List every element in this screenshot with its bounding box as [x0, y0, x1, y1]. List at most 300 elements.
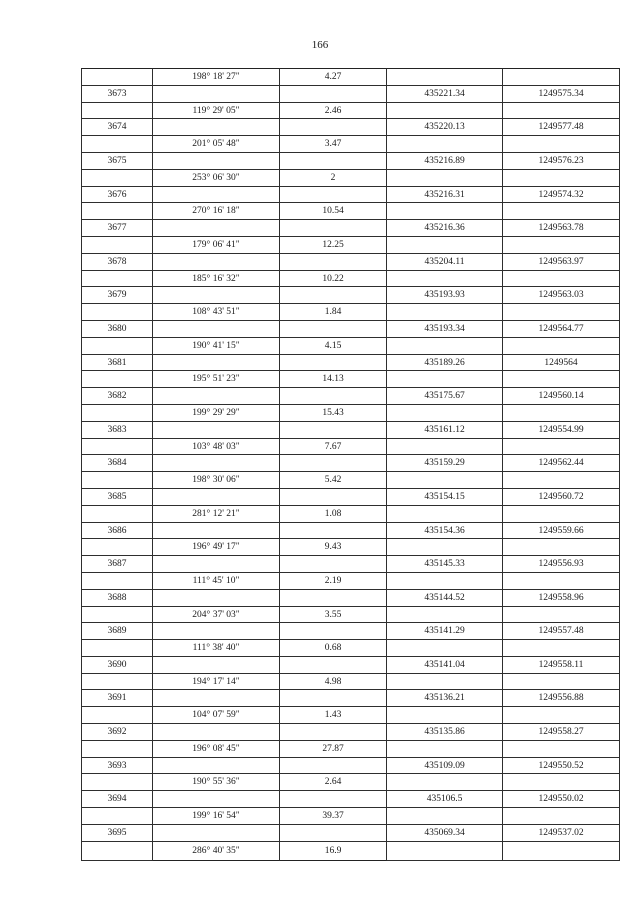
bearing-cell-empty	[153, 689, 280, 706]
bearing-cell: 253° 06' 30"	[153, 169, 280, 186]
bearing-cell: 108° 43' 51"	[153, 303, 280, 320]
distance-cell-empty	[280, 589, 387, 606]
point-cell-empty	[81, 370, 153, 387]
bearing-cell-empty	[153, 354, 280, 371]
bearing-cell: 201° 05' 48"	[153, 135, 280, 152]
point-row	[81, 723, 620, 740]
coordinates-table	[81, 68, 620, 861]
x-coordinate-cell: 435069.34	[387, 824, 503, 841]
point-cell-empty	[81, 706, 153, 723]
distance-cell: 3.55	[280, 606, 387, 623]
distance-cell-empty	[280, 689, 387, 706]
point-row	[81, 656, 620, 673]
point-cell-empty	[81, 169, 153, 186]
distance-cell: 1.08	[280, 505, 387, 522]
x-coordinate-cell: 435159.29	[387, 454, 503, 471]
bearing-cell: 286° 40' 35"	[153, 841, 280, 861]
point-number-cell: 3680	[81, 320, 153, 337]
distance-cell-empty	[280, 421, 387, 438]
segment-row	[81, 740, 620, 757]
y-cell-empty	[503, 102, 620, 119]
y-coordinate-cell: 1249550.02	[503, 790, 620, 807]
y-cell-empty	[503, 572, 620, 589]
bearing-cell-empty	[153, 85, 280, 102]
point-number-cell: 3691	[81, 689, 153, 706]
x-cell-empty	[387, 169, 503, 186]
point-number-cell: 3678	[81, 253, 153, 270]
x-cell-empty	[387, 673, 503, 690]
x-coordinate-cell: 435193.93	[387, 286, 503, 303]
distance-cell-empty	[280, 622, 387, 639]
y-cell-empty	[503, 538, 620, 555]
x-cell-empty	[387, 68, 503, 85]
x-cell-empty	[387, 135, 503, 152]
x-coordinate-cell: 435145.33	[387, 555, 503, 572]
bearing-cell: 199° 16' 54"	[153, 807, 280, 824]
point-number-cell: 3694	[81, 790, 153, 807]
x-cell-empty	[387, 606, 503, 623]
bearing-cell-empty	[153, 656, 280, 673]
segment-row	[81, 841, 620, 861]
page-number: 166	[311, 39, 329, 51]
bearing-cell: 204° 37' 03"	[153, 606, 280, 623]
bearing-cell-empty	[153, 723, 280, 740]
point-number-cell: 3695	[81, 824, 153, 841]
point-row	[81, 286, 620, 303]
x-coordinate-cell: 435189.26	[387, 354, 503, 371]
point-row	[81, 320, 620, 337]
point-row	[81, 454, 620, 471]
distance-cell: 4.15	[280, 337, 387, 354]
point-number-cell: 3681	[81, 354, 153, 371]
x-coordinate-cell: 435216.31	[387, 186, 503, 203]
point-row	[81, 85, 620, 102]
x-cell-empty	[387, 102, 503, 119]
distance-cell: 14.13	[280, 370, 387, 387]
y-coordinate-cell: 1249563.03	[503, 286, 620, 303]
y-cell-empty	[503, 706, 620, 723]
point-number-cell: 3675	[81, 152, 153, 169]
y-coordinate-cell: 1249564.77	[503, 320, 620, 337]
point-number-cell: 3679	[81, 286, 153, 303]
distance-cell: 2.19	[280, 572, 387, 589]
y-cell-empty	[503, 68, 620, 85]
y-cell-empty	[503, 169, 620, 186]
distance-cell-empty	[280, 118, 387, 135]
y-coordinate-cell: 1249563.97	[503, 253, 620, 270]
distance-cell: 3.47	[280, 135, 387, 152]
x-cell-empty	[387, 572, 503, 589]
distance-cell-empty	[280, 387, 387, 404]
x-cell-empty	[387, 773, 503, 790]
distance-cell-empty	[280, 152, 387, 169]
point-cell-empty	[81, 438, 153, 455]
point-cell-empty	[81, 404, 153, 421]
distance-cell: 4.27	[280, 68, 387, 85]
point-number-cell: 3686	[81, 522, 153, 539]
distance-cell-empty	[280, 320, 387, 337]
point-cell-empty	[81, 538, 153, 555]
distance-cell-empty	[280, 85, 387, 102]
bearing-cell: 111° 38' 40"	[153, 639, 280, 656]
y-cell-empty	[503, 270, 620, 287]
distance-cell: 5.42	[280, 471, 387, 488]
bearing-cell: 190° 55' 36"	[153, 773, 280, 790]
point-cell-empty	[81, 303, 153, 320]
segment-row	[81, 135, 620, 152]
y-coordinate-cell: 1249575.34	[503, 85, 620, 102]
x-coordinate-cell: 435144.52	[387, 589, 503, 606]
x-coordinate-cell: 435106.5	[387, 790, 503, 807]
point-cell-empty	[81, 807, 153, 824]
point-row	[81, 488, 620, 505]
x-cell-empty	[387, 706, 503, 723]
point-row	[81, 689, 620, 706]
y-cell-empty	[503, 404, 620, 421]
table-row-pair	[81, 639, 620, 673]
table-row-pair	[81, 135, 620, 169]
segment-row	[81, 102, 620, 119]
table-row-pair	[81, 538, 620, 572]
distance-cell: 10.22	[280, 270, 387, 287]
distance-cell: 12.25	[280, 236, 387, 253]
point-cell-empty	[81, 572, 153, 589]
segment-row	[81, 404, 620, 421]
table-row-pair	[81, 202, 620, 236]
x-cell-empty	[387, 740, 503, 757]
x-coordinate-cell: 435193.34	[387, 320, 503, 337]
point-number-cell: 3676	[81, 186, 153, 203]
x-coordinate-cell: 435141.04	[387, 656, 503, 673]
bearing-cell: 185° 16' 32"	[153, 270, 280, 287]
distance-cell: 39.37	[280, 807, 387, 824]
y-coordinate-cell: 1249557.48	[503, 622, 620, 639]
point-row	[81, 387, 620, 404]
segment-row	[81, 303, 620, 320]
y-coordinate-cell: 1249560.72	[503, 488, 620, 505]
segment-row	[81, 337, 620, 354]
point-cell-empty	[81, 740, 153, 757]
y-cell-empty	[503, 740, 620, 757]
point-row	[81, 622, 620, 639]
point-row	[81, 790, 620, 807]
point-cell-empty	[81, 471, 153, 488]
x-cell-empty	[387, 303, 503, 320]
point-number-cell: 3693	[81, 757, 153, 774]
segment-row	[81, 572, 620, 589]
distance-cell: 1.84	[280, 303, 387, 320]
y-coordinate-cell: 1249563.78	[503, 219, 620, 236]
y-coordinate-cell: 1249562.44	[503, 454, 620, 471]
bearing-cell: 281° 12' 21"	[153, 505, 280, 522]
point-number-cell: 3684	[81, 454, 153, 471]
x-cell-empty	[387, 471, 503, 488]
point-cell-empty	[81, 337, 153, 354]
bearing-cell-empty	[153, 219, 280, 236]
distance-cell-empty	[280, 723, 387, 740]
segment-row	[81, 706, 620, 723]
y-coordinate-cell: 1249558.11	[503, 656, 620, 673]
distance-cell-empty	[280, 757, 387, 774]
distance-cell: 10.54	[280, 202, 387, 219]
y-coordinate-cell: 1249537.02	[503, 824, 620, 841]
y-coordinate-cell: 1249576.23	[503, 152, 620, 169]
bearing-cell-empty	[153, 286, 280, 303]
bearing-cell-empty	[153, 118, 280, 135]
bearing-cell-empty	[153, 522, 280, 539]
distance-cell: 16.9	[280, 841, 387, 861]
bearing-cell-empty	[153, 488, 280, 505]
y-coordinate-cell: 1249556.88	[503, 689, 620, 706]
bearing-cell: 198° 30' 06"	[153, 471, 280, 488]
x-coordinate-cell: 435154.15	[387, 488, 503, 505]
distance-cell-empty	[280, 555, 387, 572]
y-cell-empty	[503, 303, 620, 320]
point-number-cell: 3689	[81, 622, 153, 639]
distance-cell-empty	[280, 824, 387, 841]
x-cell-empty	[387, 270, 503, 287]
x-cell-empty	[387, 337, 503, 354]
table-row-pair	[81, 673, 620, 707]
x-coordinate-cell: 435136.21	[387, 689, 503, 706]
y-cell-empty	[503, 606, 620, 623]
y-coordinate-cell: 1249558.96	[503, 589, 620, 606]
point-number-cell: 3687	[81, 555, 153, 572]
point-number-cell: 3685	[81, 488, 153, 505]
point-cell-empty	[81, 135, 153, 152]
point-row	[81, 354, 620, 371]
point-number-cell: 3673	[81, 85, 153, 102]
y-cell-empty	[503, 337, 620, 354]
x-cell-empty	[387, 538, 503, 555]
distance-cell-empty	[280, 522, 387, 539]
table-row-pair	[81, 236, 620, 270]
point-row	[81, 118, 620, 135]
table-row-pair	[81, 740, 620, 774]
segment-row	[81, 606, 620, 623]
point-row	[81, 219, 620, 236]
point-number-cell: 3690	[81, 656, 153, 673]
y-coordinate-cell: 1249550.52	[503, 757, 620, 774]
point-cell-empty	[81, 639, 153, 656]
y-cell-empty	[503, 135, 620, 152]
segment-row	[81, 505, 620, 522]
y-cell-empty	[503, 236, 620, 253]
bearing-cell: 196° 08' 45"	[153, 740, 280, 757]
bearing-cell-empty	[153, 622, 280, 639]
table-row-pair	[81, 68, 620, 102]
segment-row	[81, 202, 620, 219]
point-cell-empty	[81, 202, 153, 219]
y-coordinate-cell: 1249577.48	[503, 118, 620, 135]
point-cell-empty	[81, 606, 153, 623]
bearing-cell-empty	[153, 454, 280, 471]
x-coordinate-cell: 435154.36	[387, 522, 503, 539]
distance-cell: 2.46	[280, 102, 387, 119]
x-coordinate-cell: 435175.67	[387, 387, 503, 404]
bearing-cell: 196° 49' 17"	[153, 538, 280, 555]
bearing-cell-empty	[153, 790, 280, 807]
point-number-cell: 3674	[81, 118, 153, 135]
segment-row	[81, 538, 620, 555]
bearing-cell-empty	[153, 186, 280, 203]
x-coordinate-cell: 435141.29	[387, 622, 503, 639]
table-row-pair	[81, 169, 620, 203]
distance-cell: 2.64	[280, 773, 387, 790]
distance-cell: 7.67	[280, 438, 387, 455]
distance-cell-empty	[280, 454, 387, 471]
x-cell-empty	[387, 505, 503, 522]
table-row-pair	[81, 102, 620, 136]
distance-cell-empty	[280, 219, 387, 236]
point-cell-empty	[81, 102, 153, 119]
bearing-cell-empty	[153, 589, 280, 606]
segment-row	[81, 673, 620, 690]
x-coordinate-cell: 435216.89	[387, 152, 503, 169]
bearing-cell: 199° 29' 29"	[153, 404, 280, 421]
bearing-cell-empty	[153, 387, 280, 404]
segment-row	[81, 169, 620, 186]
distance-cell: 15.43	[280, 404, 387, 421]
table-row-pair	[81, 404, 620, 438]
bearing-cell: 194° 17' 14"	[153, 673, 280, 690]
segment-row	[81, 68, 620, 85]
x-cell-empty	[387, 807, 503, 824]
x-coordinate-cell: 435161.12	[387, 421, 503, 438]
distance-cell: 0.68	[280, 639, 387, 656]
x-coordinate-cell: 435109.09	[387, 757, 503, 774]
distance-cell-empty	[280, 286, 387, 303]
point-number-cell: 3677	[81, 219, 153, 236]
point-row	[81, 522, 620, 539]
distance-cell: 9.43	[280, 538, 387, 555]
bearing-cell-empty	[153, 253, 280, 270]
distance-cell-empty	[280, 354, 387, 371]
x-cell-empty	[387, 841, 503, 861]
segment-row	[81, 236, 620, 253]
x-coordinate-cell: 435220.13	[387, 118, 503, 135]
x-cell-empty	[387, 370, 503, 387]
y-cell-empty	[503, 673, 620, 690]
point-row	[81, 253, 620, 270]
table-row-pair	[81, 606, 620, 640]
y-cell-empty	[503, 773, 620, 790]
x-coordinate-cell: 435216.36	[387, 219, 503, 236]
segment-row	[81, 438, 620, 455]
bearing-cell: 195° 51' 23"	[153, 370, 280, 387]
point-row	[81, 757, 620, 774]
x-cell-empty	[387, 404, 503, 421]
table-row-pair	[81, 270, 620, 304]
distance-cell: 27.87	[280, 740, 387, 757]
point-cell-empty	[81, 68, 153, 85]
bearing-cell: 103° 48' 03"	[153, 438, 280, 455]
distance-cell-empty	[280, 656, 387, 673]
point-number-cell: 3683	[81, 421, 153, 438]
point-number-cell: 3682	[81, 387, 153, 404]
x-cell-empty	[387, 639, 503, 656]
y-coordinate-cell: 1249554.99	[503, 421, 620, 438]
table-row-pair	[81, 807, 620, 841]
bearing-cell-empty	[153, 757, 280, 774]
bearing-cell-empty	[153, 152, 280, 169]
y-coordinate-cell: 1249559.66	[503, 522, 620, 539]
point-cell-empty	[81, 236, 153, 253]
y-cell-empty	[503, 202, 620, 219]
point-cell-empty	[81, 270, 153, 287]
distance-cell: 4.98	[280, 673, 387, 690]
x-coordinate-cell: 435135.86	[387, 723, 503, 740]
segment-row	[81, 270, 620, 287]
bearing-cell-empty	[153, 421, 280, 438]
x-cell-empty	[387, 236, 503, 253]
table-row-pair	[81, 706, 620, 740]
segment-row	[81, 773, 620, 790]
y-cell-empty	[503, 370, 620, 387]
point-row	[81, 555, 620, 572]
x-cell-empty	[387, 438, 503, 455]
distance-cell-empty	[280, 253, 387, 270]
point-row	[81, 589, 620, 606]
point-row	[81, 186, 620, 203]
bearing-cell-empty	[153, 555, 280, 572]
y-coordinate-cell: 1249556.93	[503, 555, 620, 572]
table-row-pair	[81, 303, 620, 337]
distance-cell: 1.43	[280, 706, 387, 723]
y-coordinate-cell: 1249558.27	[503, 723, 620, 740]
point-row	[81, 152, 620, 169]
bearing-cell: 179° 06' 41"	[153, 236, 280, 253]
y-coordinate-cell: 1249560.14	[503, 387, 620, 404]
table-row-pair	[81, 337, 620, 371]
point-row	[81, 421, 620, 438]
y-cell-empty	[503, 505, 620, 522]
point-row	[81, 824, 620, 841]
point-cell-empty	[81, 773, 153, 790]
table-row-pair	[81, 438, 620, 472]
table-row-pair	[81, 773, 620, 807]
y-cell-empty	[503, 471, 620, 488]
y-cell-empty	[503, 639, 620, 656]
bearing-cell: 198° 18' 27"	[153, 68, 280, 85]
point-cell-empty	[81, 673, 153, 690]
distance-cell: 2	[280, 169, 387, 186]
segment-row	[81, 639, 620, 656]
table-row-pair	[81, 505, 620, 539]
bearing-cell: 270° 16' 18"	[153, 202, 280, 219]
x-coordinate-cell: 435221.34	[387, 85, 503, 102]
distance-cell-empty	[280, 186, 387, 203]
point-number-cell: 3688	[81, 589, 153, 606]
point-cell-empty	[81, 505, 153, 522]
segment-row	[81, 471, 620, 488]
segment-row	[81, 807, 620, 824]
bearing-cell: 119° 29' 05"	[153, 102, 280, 119]
x-cell-empty	[387, 202, 503, 219]
y-cell-empty	[503, 841, 620, 861]
distance-cell-empty	[280, 488, 387, 505]
y-cell-empty	[503, 807, 620, 824]
bearing-cell-empty	[153, 824, 280, 841]
distance-cell-empty	[280, 790, 387, 807]
x-coordinate-cell: 435204.11	[387, 253, 503, 270]
point-number-cell: 3692	[81, 723, 153, 740]
segment-row	[81, 370, 620, 387]
bearing-cell-empty	[153, 320, 280, 337]
bearing-cell: 190° 41' 15"	[153, 337, 280, 354]
point-cell-empty	[81, 841, 153, 861]
bearing-cell: 104° 07' 59"	[153, 706, 280, 723]
